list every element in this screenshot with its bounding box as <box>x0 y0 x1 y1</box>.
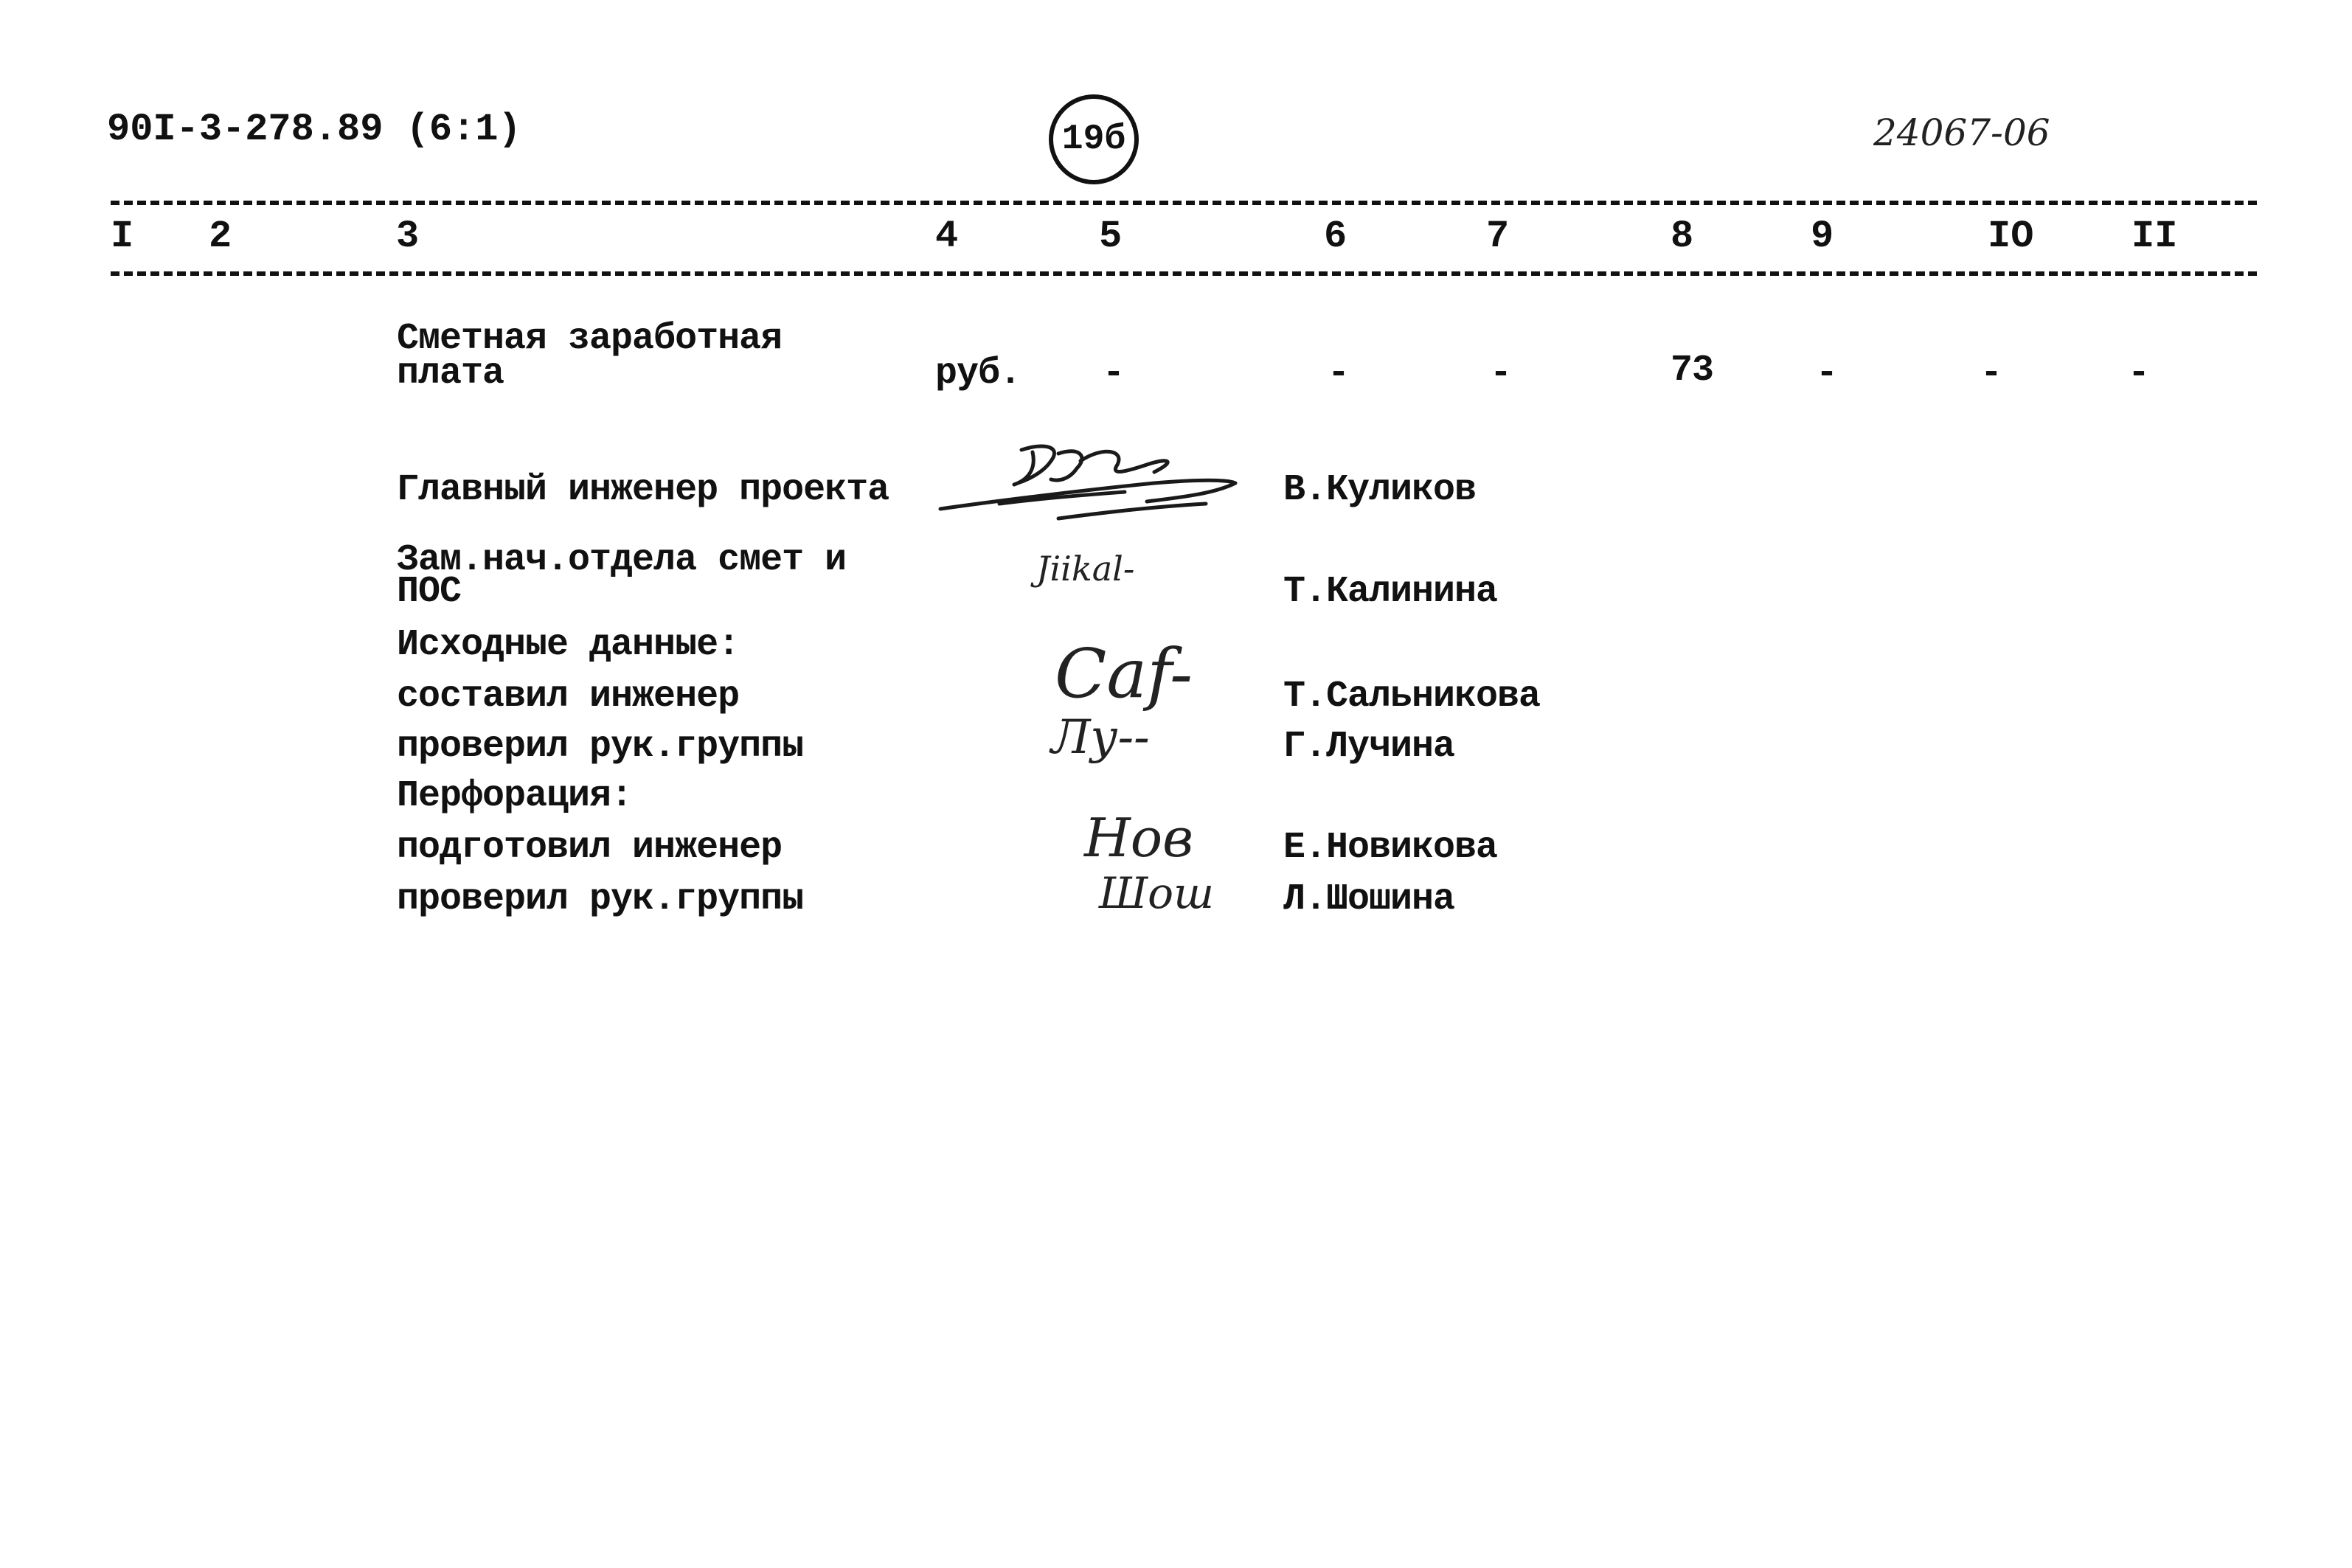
column-number: 8 <box>1671 215 1694 258</box>
signer-name: Е.Новикова <box>1283 827 1498 869</box>
page-number-stamp <box>1049 94 1139 184</box>
signature-novikova: Нов <box>1084 807 1194 869</box>
page-number: 19б <box>1061 119 1126 159</box>
row-unit: руб. <box>935 353 1021 395</box>
signer-role-line2: ПОС <box>397 571 462 613</box>
row-value-col6: - <box>1328 353 1350 395</box>
signature-luchina: Лу-- <box>1051 710 1150 765</box>
column-number: 7 <box>1486 215 1510 258</box>
row-value-col5: - <box>1103 353 1125 395</box>
column-number: 6 <box>1324 215 1347 258</box>
signature-shoshina: Шош <box>1099 868 1215 918</box>
archive-number: 24067-06 <box>1873 111 2050 154</box>
column-number: II <box>2131 215 2178 258</box>
signer-role: подготовил инженер <box>397 827 783 869</box>
signer-name: Т.Калинина <box>1283 571 1498 613</box>
row-label-line2: плата <box>397 353 504 395</box>
document-code: 90I-3-278.89 (6:1) <box>107 108 521 151</box>
header-rule-bottom <box>111 271 2257 276</box>
signer-role: Зам.нач.отдела смет и <box>397 539 847 581</box>
column-number: 4 <box>935 215 959 258</box>
column-number: 2 <box>209 215 232 258</box>
signature-kalinina: Jiikal- <box>1036 549 1135 589</box>
signer-role: проверил рук.группы <box>397 878 804 920</box>
section-heading: Исходные данные: <box>397 624 740 666</box>
row-value-col7: - <box>1490 353 1512 395</box>
signature-kulikov <box>933 439 1243 527</box>
row-label-line1: Сметная заработная <box>397 318 783 360</box>
column-number: IO <box>1988 215 2034 258</box>
row-value-col9: - <box>1816 353 1838 395</box>
signer-role: Главный инженер проекта <box>397 469 889 511</box>
signature-salnikova: Caf- <box>1055 634 1193 713</box>
column-number: 5 <box>1099 215 1123 258</box>
signer-name: Г.Лучина <box>1283 726 1455 768</box>
row-value-col11: - <box>2128 353 2150 395</box>
column-number: 9 <box>1811 215 1834 258</box>
signer-name: В.Куликов <box>1283 469 1477 511</box>
row-value-col8: 73 <box>1671 350 1714 392</box>
row-value-col10: - <box>1980 353 2002 395</box>
signer-role: составил инженер <box>397 676 740 718</box>
section-heading: Перфорация: <box>397 775 633 817</box>
column-number: I <box>111 215 134 258</box>
signer-name: Л.Шошина <box>1283 878 1455 920</box>
signer-name: Т.Сальникова <box>1283 676 1541 718</box>
column-number: 3 <box>396 215 420 258</box>
header-rule-top <box>111 201 2257 205</box>
signer-role: проверил рук.группы <box>397 726 804 768</box>
